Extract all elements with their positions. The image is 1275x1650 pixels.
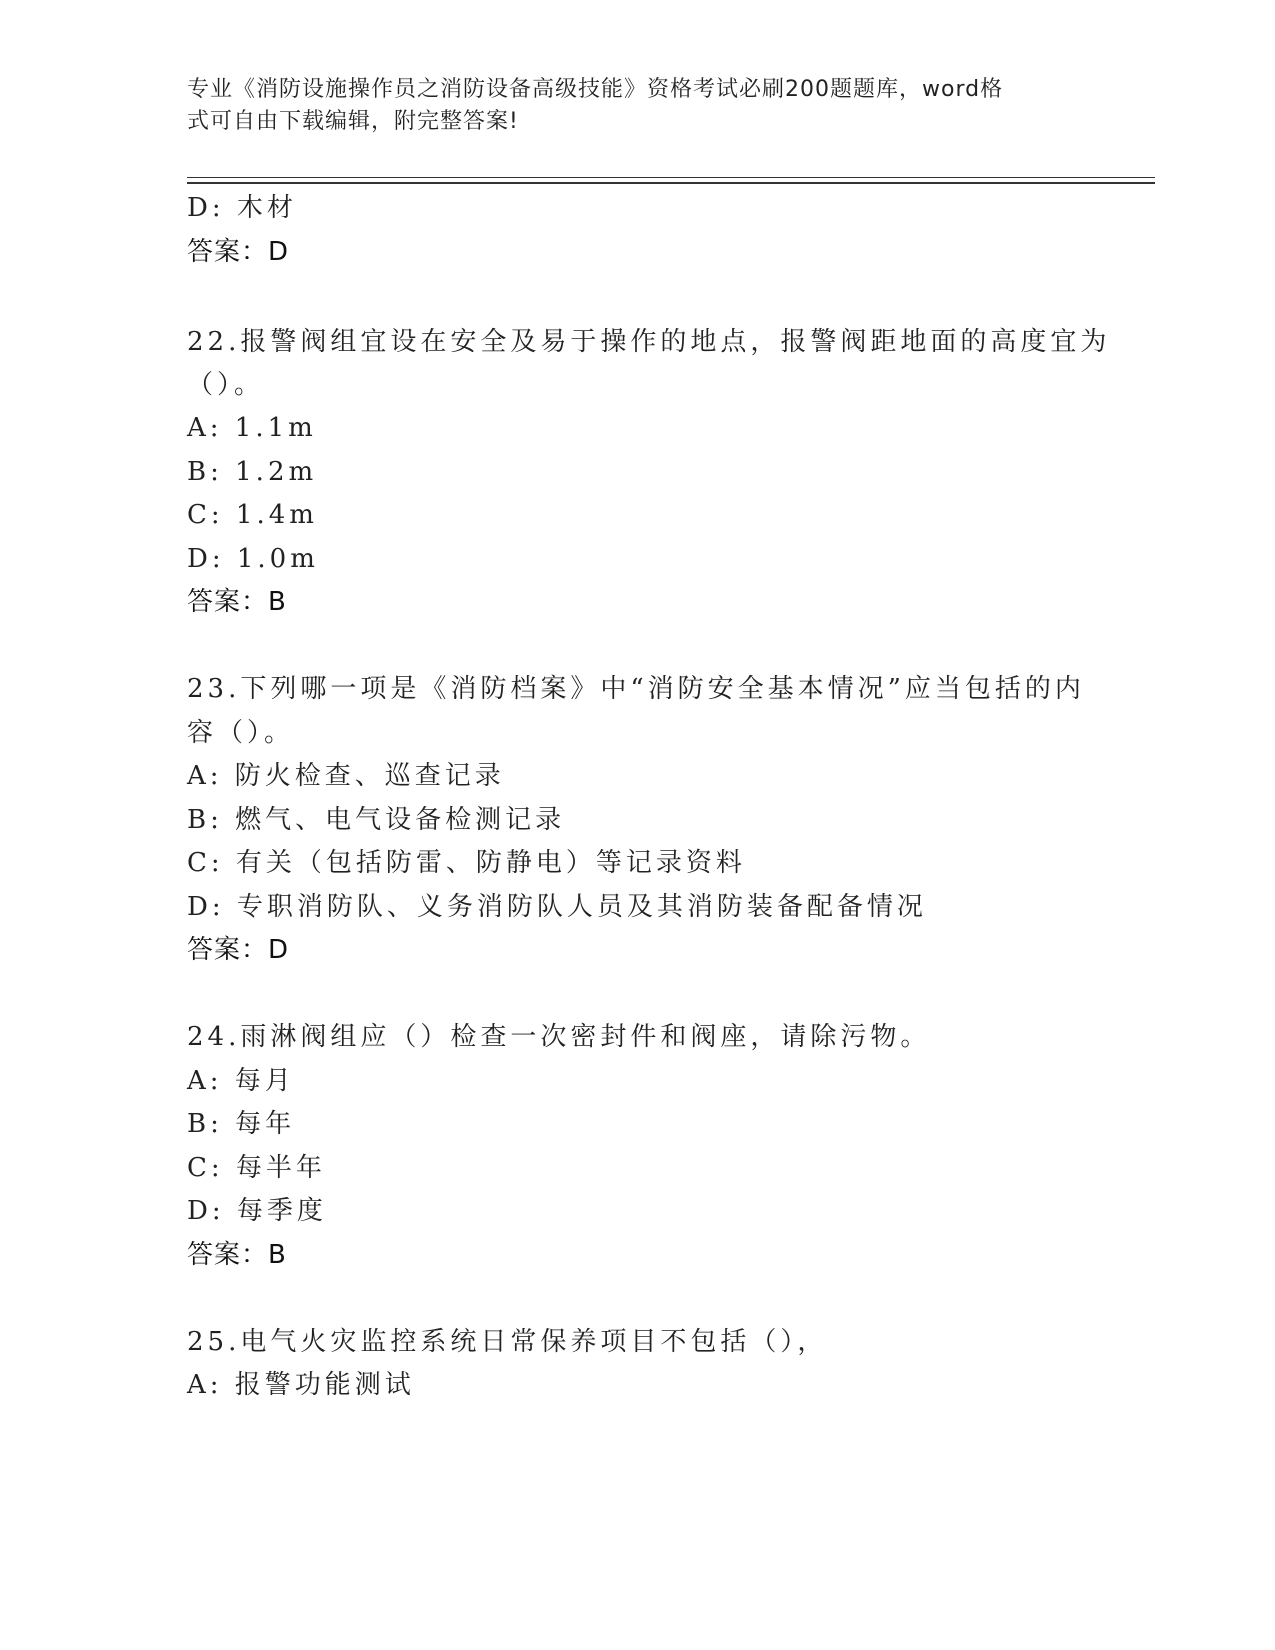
q24-option-d: D: 每季度 bbox=[187, 1196, 327, 1226]
q24-answer: 答案：B bbox=[187, 1240, 287, 1270]
q23-option-b: B: 燃气、电气设备检测记录 bbox=[187, 805, 566, 835]
q24-stem-line-1: 24.雨淋阀组应（）检查一次密封件和阀座，请除污物。 bbox=[187, 1022, 931, 1052]
q23-option-d: D: 专职消防队、义务消防队人员及其消防装备配备情况 bbox=[187, 892, 927, 922]
q22-option-d: D: 1.0m bbox=[187, 544, 319, 574]
q22-stem-line-1: 22.报警阀组宜设在安全及易于操作的地点，报警阀距地面的高度宜为 bbox=[187, 327, 1111, 357]
q24-option-b: B: 每年 bbox=[187, 1109, 296, 1139]
q22-option-a: A: 1.1m bbox=[187, 413, 317, 443]
header-divider-top bbox=[187, 177, 1155, 178]
q23-answer: 答案：D bbox=[187, 935, 290, 965]
q22-stem-line-2: （）。 bbox=[187, 370, 265, 400]
header-divider-bottom bbox=[187, 182, 1155, 184]
q23-option-c: C: 有关（包括防雷、防静电）等记录资料 bbox=[187, 848, 746, 878]
q25-option-a: A: 报警功能测试 bbox=[187, 1370, 415, 1400]
header-line-1: 专业《消防设施操作员之消防设备高级技能》资格考试必刷200题题库，word格 bbox=[187, 77, 1004, 102]
header-line-2: 式可自由下载编辑，附完整答案! bbox=[187, 109, 519, 134]
prev-answer: 答案：D bbox=[187, 237, 290, 267]
q24-option-a: A: 每月 bbox=[187, 1066, 295, 1096]
q22-answer: 答案：B bbox=[187, 587, 287, 617]
prev-option-d: D: 木材 bbox=[187, 193, 297, 223]
document-header bbox=[187, 74, 1067, 138]
q22-option-b: B: 1.2m bbox=[187, 457, 318, 487]
q24-option-c: C: 每半年 bbox=[187, 1153, 326, 1183]
q25-stem-line-1: 25.电气火灾监控系统日常保养项目不包括（）， bbox=[187, 1327, 828, 1357]
q23-stem-line-2: 容（）。 bbox=[187, 718, 295, 748]
q23-stem-line-1: 23.下列哪一项是《消防档案》中“消防安全基本情况”应当包括的内 bbox=[187, 674, 1085, 704]
q22-option-c: C: 1.4m bbox=[187, 500, 318, 530]
q23-option-a: A: 防火检查、巡查记录 bbox=[187, 761, 505, 791]
